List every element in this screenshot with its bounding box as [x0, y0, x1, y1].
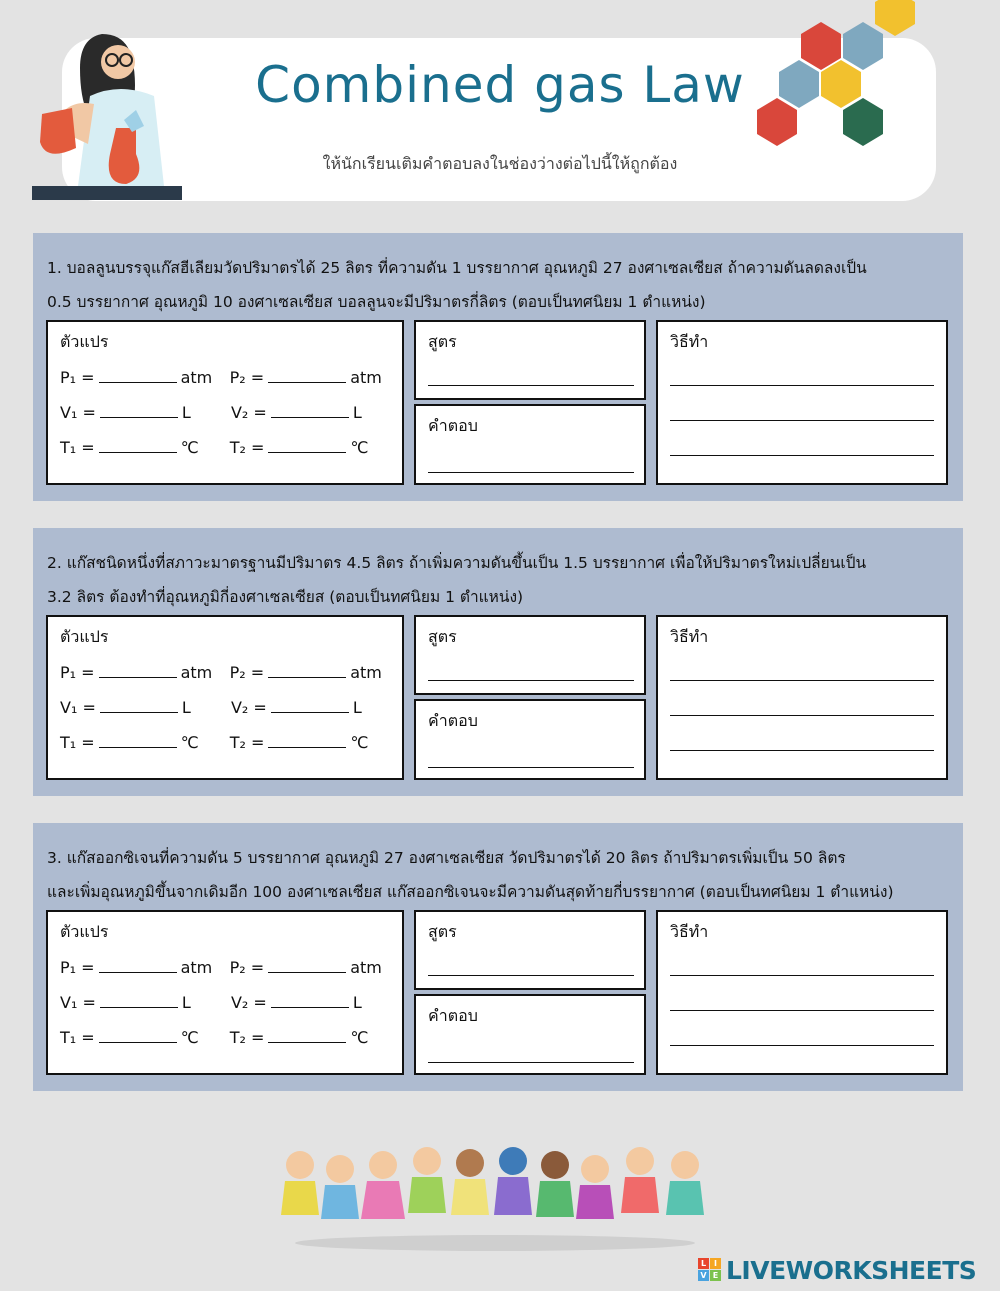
answer-input[interactable] [428, 472, 634, 473]
formula-input[interactable] [428, 385, 634, 386]
p2-input[interactable] [268, 958, 346, 973]
method-label: วิธีทำ [670, 627, 709, 646]
question-panel-1 [33, 233, 963, 501]
question-text [47, 251, 967, 319]
v1-input[interactable] [100, 698, 178, 713]
brand-name: LIVEWORKSHEETS [726, 1255, 977, 1285]
answer-label: คำตอบ [428, 1006, 478, 1025]
formula-label: สูตร [428, 627, 457, 646]
v1-input[interactable] [100, 403, 178, 418]
method-input-line-3[interactable] [670, 750, 934, 751]
formula-box [414, 320, 646, 400]
answer-input[interactable] [428, 1062, 634, 1063]
answer-input[interactable] [428, 767, 634, 768]
t2-input[interactable] [268, 733, 346, 748]
formula-box [414, 615, 646, 695]
method-box [656, 910, 948, 1075]
question-panel-2 [33, 528, 963, 796]
method-input-line-3[interactable] [670, 1045, 934, 1046]
method-input-line-1[interactable] [670, 385, 934, 386]
p2-input[interactable] [268, 663, 346, 678]
question-line-1: 2. แก๊สชนิดหนึ่งที่สภาวะมาตรฐานมีปริมาตร 4.5 ลิตร ถ้าเพิ่มความดันขึ้นเป็น 1.5 บรรยากาศ เพื่อให้ปริมาตรใหม่เปลี่ยนเป็น [47, 554, 867, 572]
method-input-line-2[interactable] [670, 715, 934, 716]
page-title: Combined gas Law [255, 56, 745, 114]
t1-input[interactable] [99, 1028, 177, 1043]
t1-input[interactable] [99, 438, 177, 453]
p1-input[interactable] [99, 368, 177, 383]
instructions: ให้นักเรียนเติมคำตอบลงในช่องว่างต่อไปนี้ให้ถูกต้อง [322, 154, 678, 173]
variables-box [46, 910, 404, 1075]
question-line-2: 0.5 บรรยากาศ อุณหภูมิ 10 องศาเซลเซียส บอลลูนจะมีปริมาตรกี่ลิตร (ตอบเป็นทศนิยม 1 ตำแหน่ง) [47, 293, 706, 311]
formula-label: สูตร [428, 332, 457, 351]
variables-box [46, 320, 404, 485]
formula-input[interactable] [428, 680, 634, 681]
liveworksheets-brand [698, 1254, 976, 1286]
p2-input[interactable] [268, 368, 346, 383]
method-label: วิธีทำ [670, 332, 709, 351]
volume-row: V₁ = L V₂ = L [60, 698, 362, 717]
t2-input[interactable] [268, 1028, 346, 1043]
question-text [47, 546, 967, 614]
method-box [656, 320, 948, 485]
question-line-1: 3. แก๊สออกซิเจนที่ความดัน 5 บรรยากาศ อุณหภูมิ 27 องศาเซลเซียส วัดปริมาตรได้ 20 ลิตร ถ้าปริมาตรเพิ่มเป็น 50 ลิตร [47, 849, 846, 867]
t2-input[interactable] [268, 438, 346, 453]
pressure-row: P₁ = atm P₂ = atm [60, 663, 382, 682]
temperature-row: T₁ = ℃ T₂ = ℃ [60, 1028, 369, 1047]
temperature-row: T₁ = ℃ T₂ = ℃ [60, 733, 369, 752]
answer-box [414, 699, 646, 780]
method-label: วิธีทำ [670, 922, 709, 941]
method-box [656, 615, 948, 780]
p1-input[interactable] [99, 958, 177, 973]
method-input-line-3[interactable] [670, 455, 934, 456]
answer-label: คำตอบ [428, 416, 478, 435]
question-panel-3 [33, 823, 963, 1091]
question-text [47, 841, 967, 909]
answer-label: คำตอบ [428, 711, 478, 730]
v2-input[interactable] [271, 993, 349, 1008]
formula-box [414, 910, 646, 990]
v2-input[interactable] [271, 403, 349, 418]
volume-row: V₁ = L V₂ = L [60, 403, 362, 422]
question-line-2: 3.2 ลิตร ต้องทำที่อุณหภูมิกี่องศาเซลเซียส (ตอบเป็นทศนิยม 1 ตำแหน่ง) [47, 588, 524, 606]
pressure-row: P₁ = atm P₂ = atm [60, 368, 382, 387]
method-input-line-2[interactable] [670, 420, 934, 421]
children-illustration [255, 1135, 735, 1260]
variables-label: ตัวแปร [60, 627, 109, 646]
temperature-row: T₁ = ℃ T₂ = ℃ [60, 438, 369, 457]
method-input-line-1[interactable] [670, 975, 934, 976]
liveworksheets-logo-icon: L I V E [698, 1258, 722, 1282]
pressure-row: P₁ = atm P₂ = atm [60, 958, 382, 977]
question-line-2: และเพิ่มอุณหภูมิขึ้นจากเดิมอีก 100 องศาเซลเซียส แก๊สออกซิเจนจะมีความดันสุดท้ายกี่บรรยากาศ (ตอบเป็นทศนิยม 1 ตำแหน่ง) [47, 883, 894, 901]
p1-input[interactable] [99, 663, 177, 678]
variables-box [46, 615, 404, 780]
t1-input[interactable] [99, 733, 177, 748]
method-input-line-1[interactable] [670, 680, 934, 681]
formula-label: สูตร [428, 922, 457, 941]
question-line-1: 1. บอลลูนบรรจุแก๊สฮีเลียมวัดปริมาตรได้ 25 ลิตร ที่ความดัน 1 บรรยากาศ อุณหภูมิ 27 องศาเซลเซียส ถ้าความดันลดลงเป็น [47, 259, 867, 277]
volume-row: V₁ = L V₂ = L [60, 993, 362, 1012]
method-input-line-2[interactable] [670, 1010, 934, 1011]
v2-input[interactable] [271, 698, 349, 713]
answer-box [414, 404, 646, 485]
v1-input[interactable] [100, 993, 178, 1008]
answer-box [414, 994, 646, 1075]
variables-label: ตัวแปร [60, 922, 109, 941]
variables-label: ตัวแปร [60, 332, 109, 351]
formula-input[interactable] [428, 975, 634, 976]
